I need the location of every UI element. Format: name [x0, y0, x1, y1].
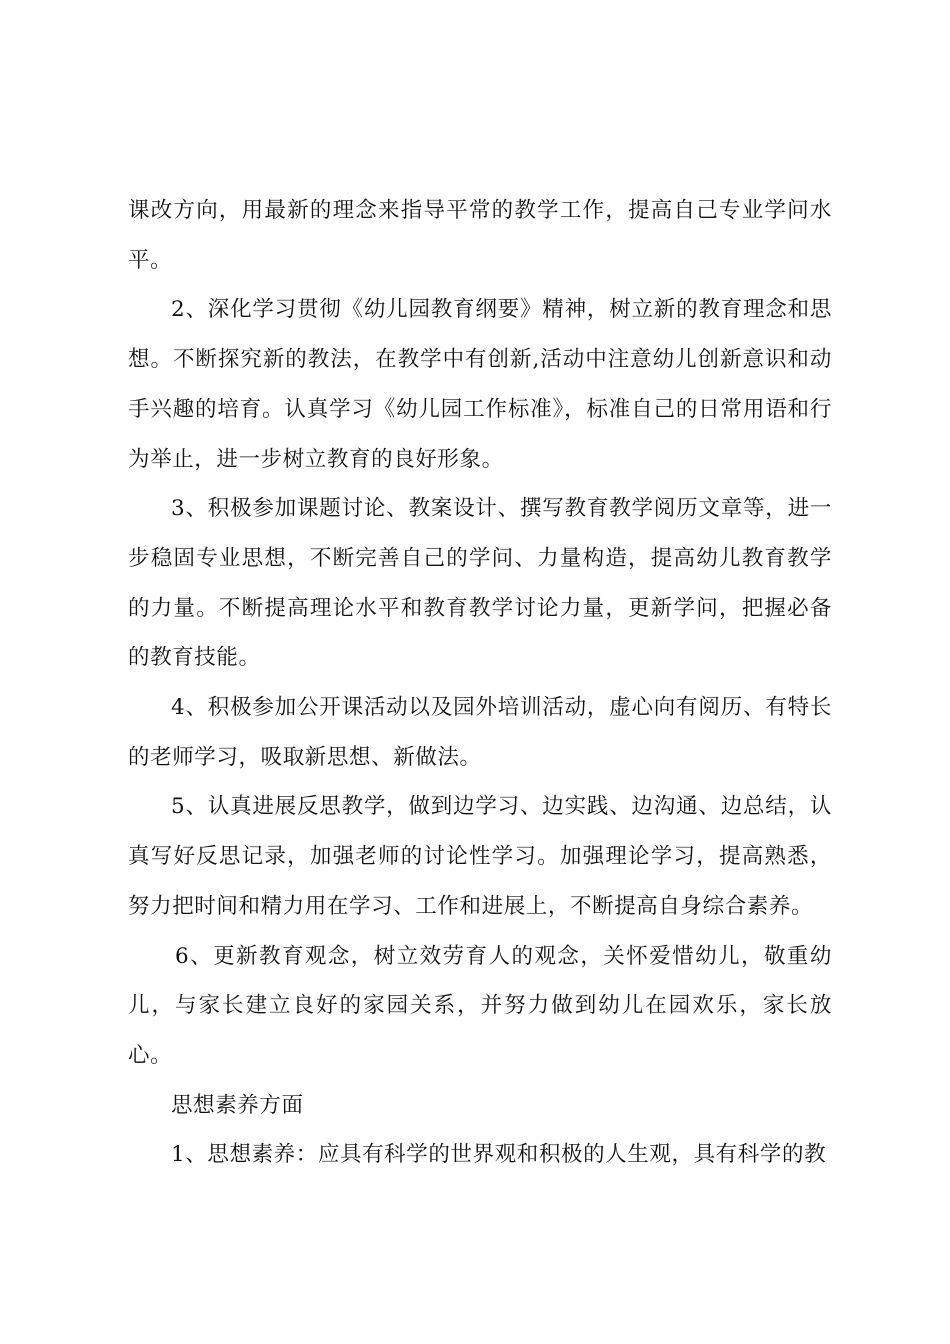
paragraph-item-4: 4、积极参加公开课活动以及园外培训活动，虚心向有阅历、有特长的老师学习，吸取新思想、新做法。 [128, 695, 832, 770]
paragraph-item-3: 3、积极参加课题讨论、教案设计、撰写教育教学阅历文章等，进一步稳固专业思想，不断完善自己的学问、力量构造，提高幼儿教育教学的力量。不断提高理论水平和教育教学讨论力量，更新学问，把握必备的教育技能。 [128, 496, 832, 671]
paragraph-item-5: 5、认真进展反思教学，做到边学习、边实践、边沟通、边总结，认真写好反思记录，加强老师的讨论性学习。加强理论学习，提高熟悉，努力把时间和精力用在学习、工作和进展上，不断提高自身综合素养。 [128, 794, 832, 919]
paragraph-section-item-1: 1、思想素养：应具有科学的世界观和积极的人生观，具有科学的教 [171, 1142, 827, 1168]
document-body [128, 186, 832, 1180]
paragraph-continuation: 课改方向，用最新的理念来指导平常的教学工作，提高自己专业学问水平。 [128, 198, 832, 273]
paragraph-item-2: 2、深化学习贯彻《幼儿园教育纲要》精神，树立新的教育理念和思想。不断探究新的教法，在教学中有创新,活动中注意幼儿创新意识和动手兴趣的培育。认真学习《幼儿园工作标准》，标准自己的日常用语和行为举止，进一步树立教育的良好形象。 [128, 297, 832, 472]
section-heading: 思想素养方面 [171, 1092, 304, 1118]
paragraph-item-6: 6、更新教育观念，树立效劳育人的观念，关怀爱惜幼儿，敬重幼儿，与家长建立良好的家园关系，并努力做到幼儿在园欢乐，家长放心。 [128, 943, 832, 1068]
